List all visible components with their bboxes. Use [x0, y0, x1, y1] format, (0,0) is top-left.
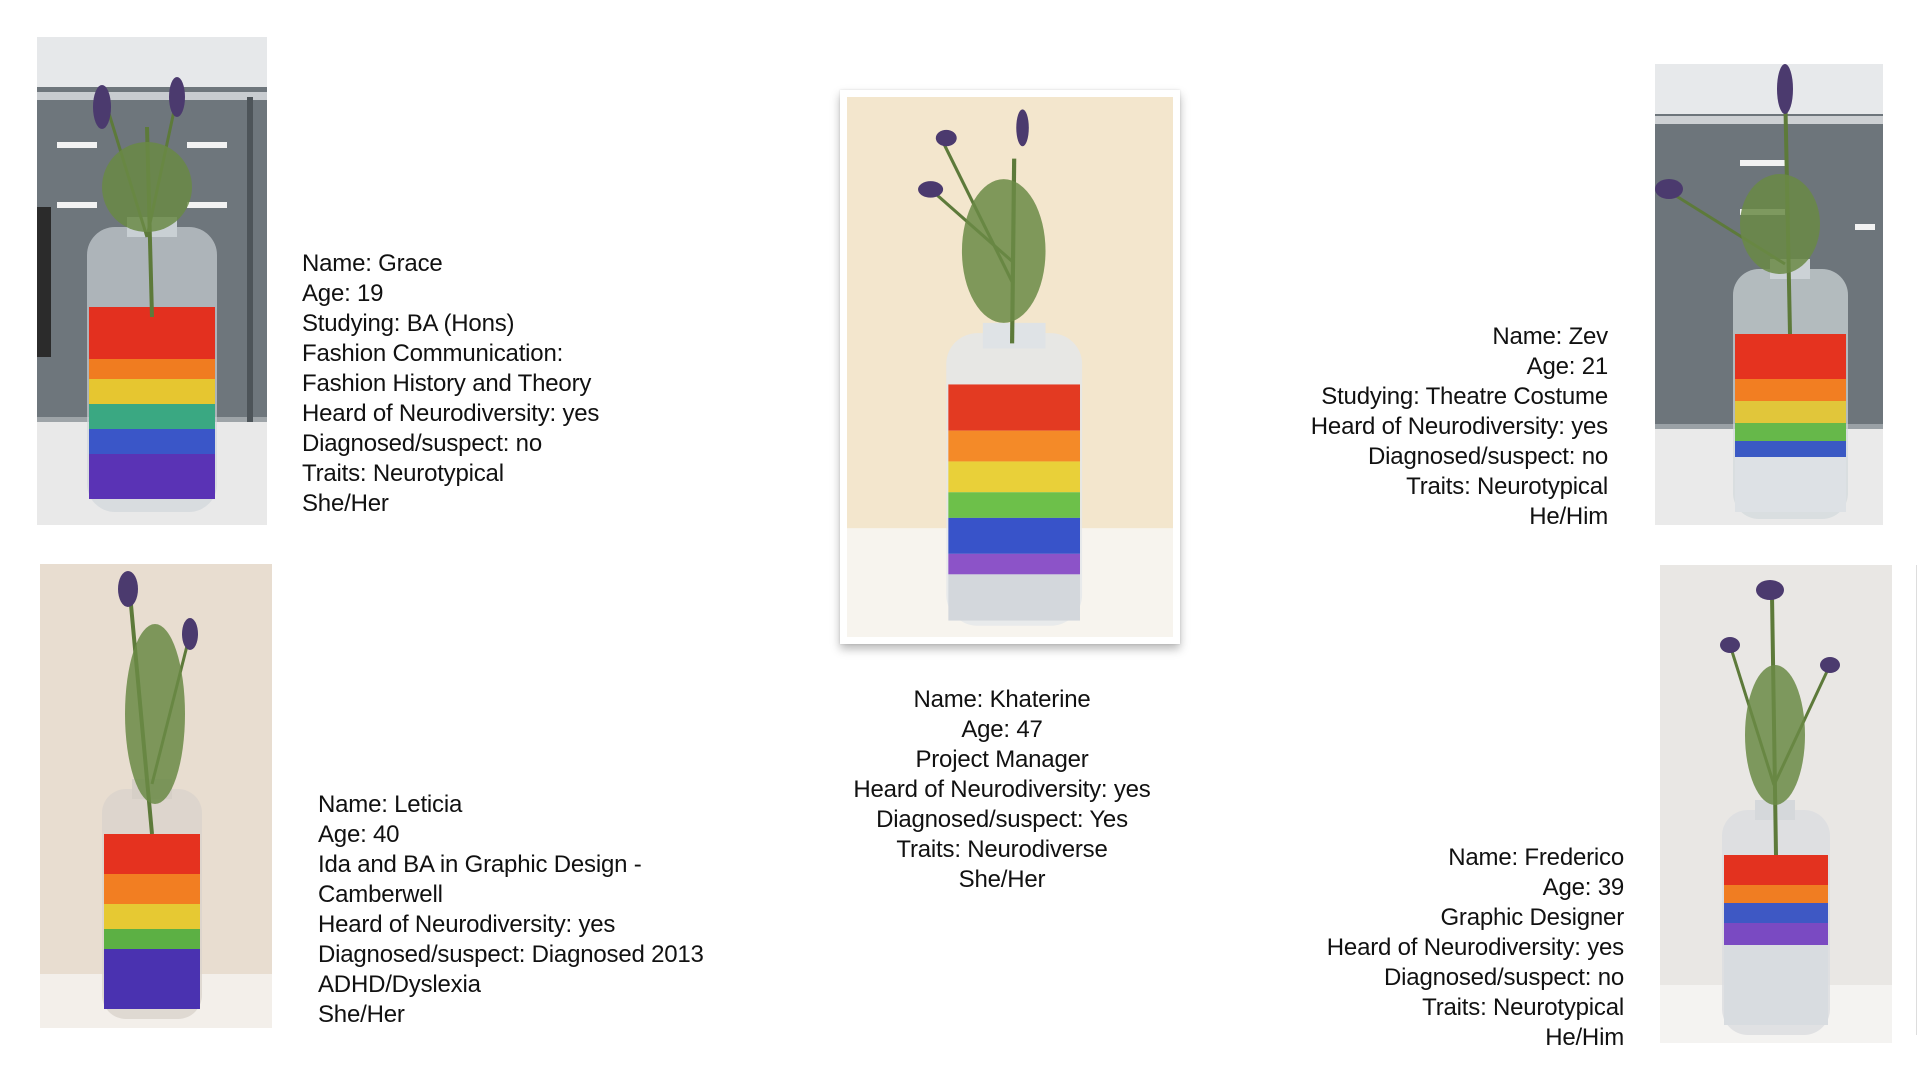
traits-line: Traits: Neurodiverse	[896, 836, 1108, 863]
name-line: Name: Grace	[302, 250, 443, 277]
photo-leticia-vase	[40, 564, 272, 1028]
photo-grace-vase	[37, 37, 267, 525]
age-line: Age: 39	[1542, 874, 1624, 901]
course-line: Camberwell	[318, 881, 443, 908]
age-line: Age: 21	[1526, 353, 1608, 380]
traits-line: Traits: Neurotypical	[302, 460, 504, 487]
heard-line: Heard of Neurodiversity: yes	[302, 400, 600, 427]
traits-line: Traits: Neurotypical	[1422, 994, 1624, 1021]
pronouns-line: He/Him	[1545, 1024, 1624, 1051]
profile-card-frederico	[1262, 843, 1624, 1053]
photo-frederico-vase	[1660, 565, 1892, 1043]
role-line: Graphic Designer	[1440, 904, 1624, 931]
age-line: Age: 19	[302, 280, 384, 307]
heard-line: Heard of Neurodiversity: yes	[318, 911, 616, 938]
diagnosed-line: Diagnosed/suspect: no	[1368, 443, 1608, 470]
name-line: Name: Frederico	[1448, 844, 1624, 871]
heard-line: Heard of Neurodiversity: yes	[853, 776, 1151, 803]
conditions-line: ADHD/Dyslexia	[318, 971, 481, 998]
diagnosed-line: Diagnosed/suspect: no	[1384, 964, 1624, 991]
profile-card-khaterine	[840, 685, 1164, 895]
photo-khaterine-vase	[840, 90, 1180, 644]
profile-card-zev	[1250, 322, 1608, 532]
course-line: Fashion Communication:	[302, 340, 564, 367]
heard-line: Heard of Neurodiversity: yes	[1326, 934, 1624, 961]
age-line: Age: 47	[961, 716, 1043, 743]
name-line: Name: Khaterine	[913, 686, 1091, 713]
pronouns-line: She/Her	[302, 490, 389, 517]
diagnosed-line: Diagnosed/suspect: Yes	[876, 806, 1128, 833]
pronouns-line: She/Her	[958, 866, 1046, 893]
studying-line: Studying: Theatre Costume	[1321, 383, 1608, 410]
diagnosed-line: Diagnosed/suspect: no	[302, 430, 542, 457]
diagnosed-line: Diagnosed/suspect: Diagnosed 2013	[318, 941, 704, 968]
pronouns-line: She/Her	[318, 1001, 405, 1028]
profile-card-leticia	[318, 790, 704, 1030]
role-line: Project Manager	[915, 746, 1089, 773]
course-line: Ida and BA in Graphic Design -	[318, 851, 642, 878]
age-line: Age: 40	[318, 821, 400, 848]
course-line: Fashion History and Theory	[302, 370, 592, 397]
name-line: Name: Leticia	[318, 791, 463, 818]
photo-zev-vase	[1655, 64, 1883, 525]
studying-line: Studying: BA (Hons)	[302, 310, 515, 337]
traits-line: Traits: Neurotypical	[1406, 473, 1608, 500]
name-line: Name: Zev	[1492, 323, 1608, 350]
profile-card-grace	[302, 249, 599, 519]
divider-line	[1916, 565, 1917, 1035]
heard-line: Heard of Neurodiversity: yes	[1310, 413, 1608, 440]
pronouns-line: He/Him	[1529, 503, 1608, 530]
